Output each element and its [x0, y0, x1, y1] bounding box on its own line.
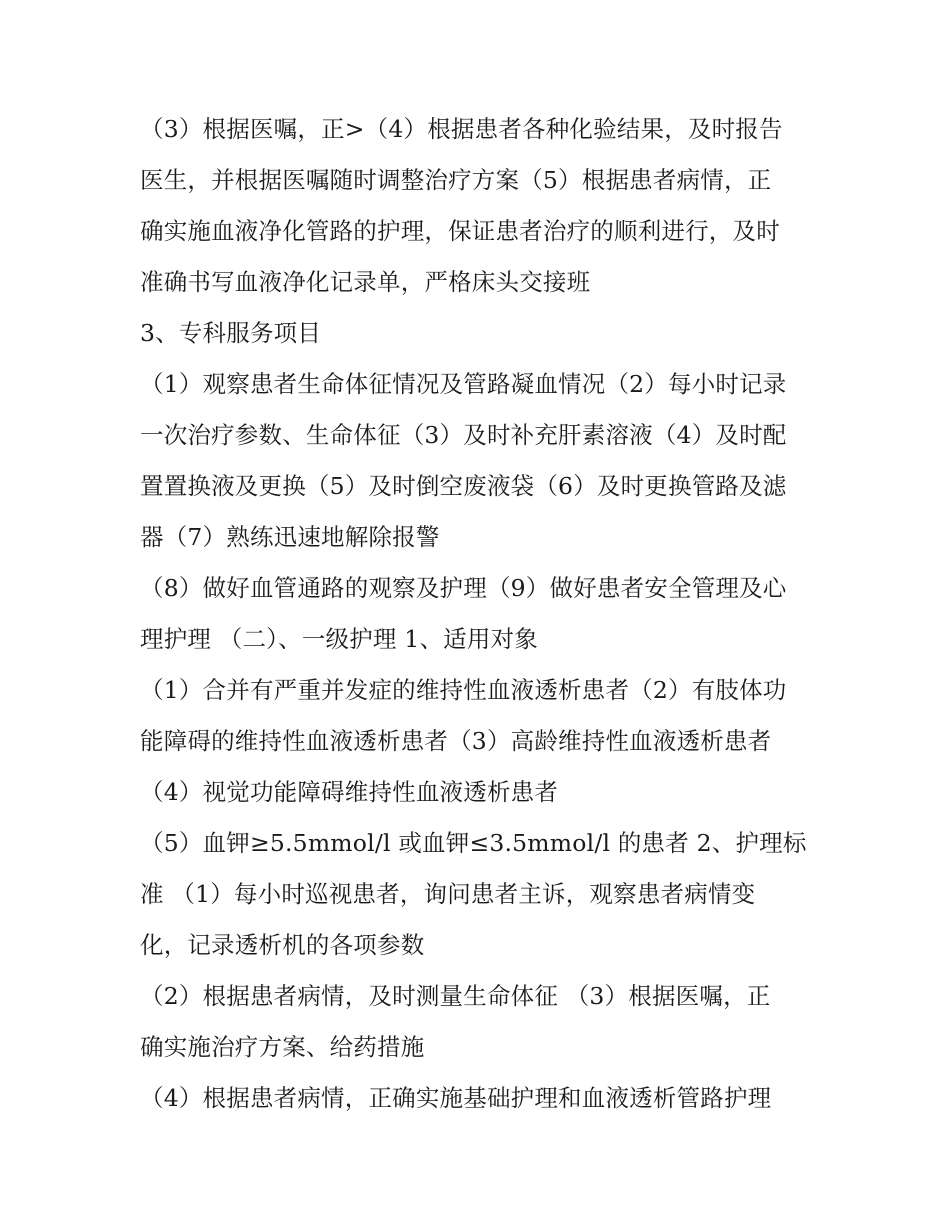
text-line: 医生，并根据医嘱随时调整治疗方案（5）根据患者病情，正 [140, 166, 772, 194]
section-heading: 3、专科服务项目 [140, 319, 322, 347]
text-line: 准 （1）每小时巡视患者，询问患者主诉，观察患者病情变 [140, 880, 756, 908]
text-line: 一次治疗参数、生命体征（3）及时补充肝素溶液（4）及时配 [140, 421, 787, 449]
text-line: 器（7）熟练迅速地解除报警 [140, 523, 440, 551]
text-line: （4）视觉功能障碍维持性血液透析患者 [140, 778, 559, 806]
text-line: （5）血钾≥5.5mmol/l 或血钾≤3.5mmol/l 的患者 2、护理标 [140, 829, 807, 857]
text-line: 能障碍的维持性血液透析患者（3）高龄维持性血液透析患者 [140, 727, 772, 755]
text-line: 确实施治疗方案、给药措施 [140, 1033, 425, 1061]
document-body [140, 104, 830, 1124]
text-line: （1）合并有严重并发症的维持性血液透析患者（2）有肢体功 [140, 676, 787, 704]
text-line: （3）根据医嘱，正>（4）根据患者各种化验结果，及时报告 [140, 115, 783, 143]
text-line: 准确书写血液净化记录单，严格床头交接班 [140, 268, 591, 296]
text-line: 理护理 （二）、一级护理 1、适用对象 [140, 625, 538, 653]
text-line: 化，记录透析机的各项参数 [140, 931, 425, 959]
text-line: （2）根据患者病情，及时测量生命体征 （3）根据医嘱，正 [140, 982, 771, 1010]
text-line: （4）根据患者病情，正确实施基础护理和血液透析管路护理 [140, 1084, 772, 1112]
text-line: 确实施血液净化管路的护理，保证患者治疗的顺利进行，及时 [140, 217, 780, 245]
text-line: （8）做好血管通路的观察及护理（9）做好患者安全管理及心 [140, 574, 787, 602]
text-line: 置置换液及更换（5）及时倒空废液袋（6）及时更换管路及滤 [140, 472, 787, 500]
text-line: （1）观察患者生命体征情况及管路凝血情况（2）每小时记录 [140, 370, 787, 398]
